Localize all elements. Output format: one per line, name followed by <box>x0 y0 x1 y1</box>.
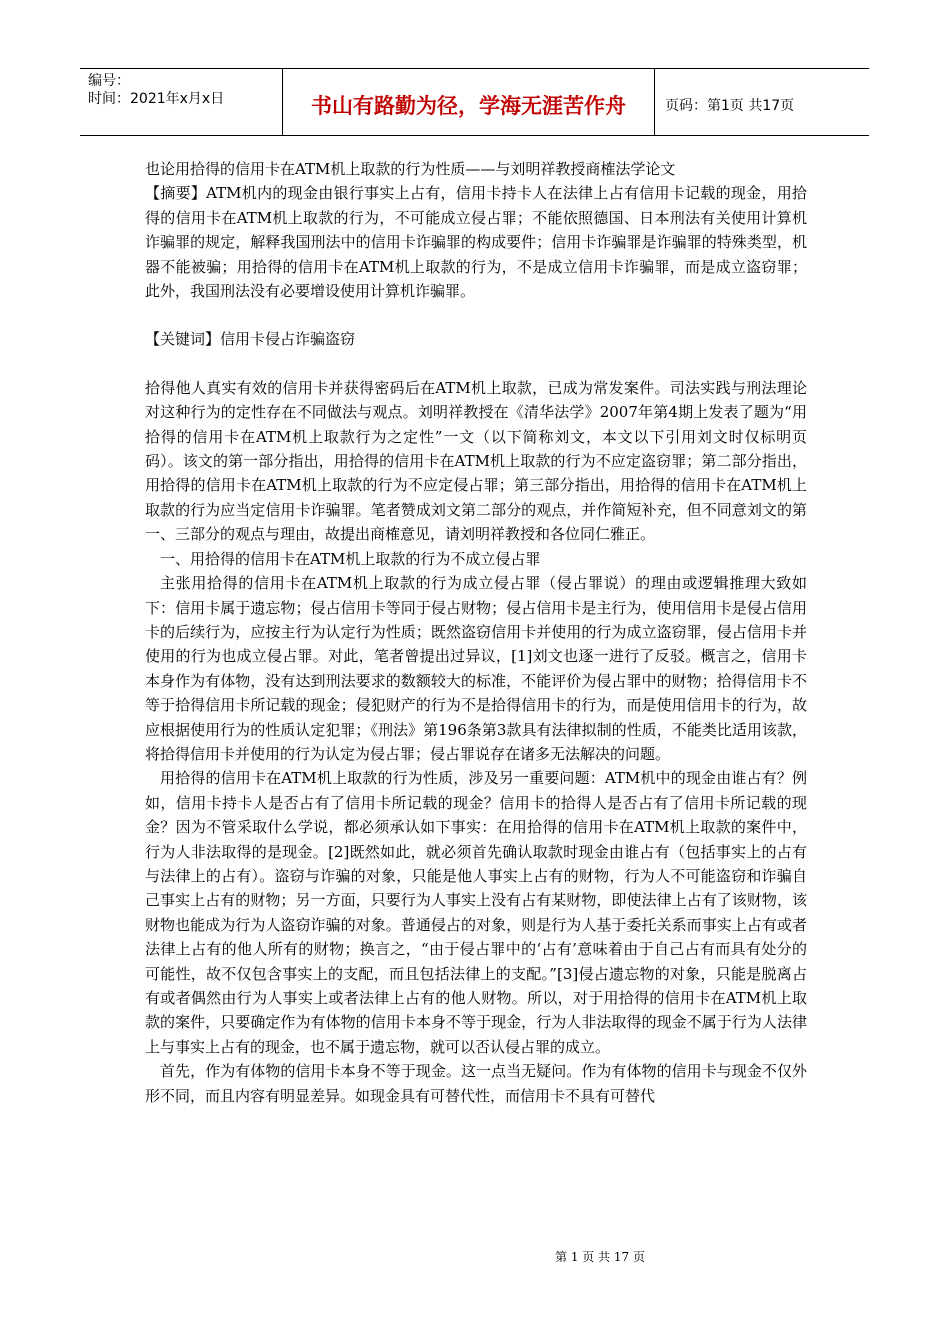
spacer <box>145 352 807 376</box>
document-body <box>145 157 807 1108</box>
header-table <box>80 68 869 136</box>
page-footer <box>0 1248 950 1265</box>
intro-paragraph: 拾得他人真实有效的信用卡并获得密码后在ATM机上取款，已成为常发案件。司法实践与刑法理论对这种行为的定性存在不同做法与观点。刘明祥教授在《清华法学》2007年第4期上发表了题为“用拾得的信用卡在ATM机上取款行为之定性”一文（以下简称刘文，本文以下引用刘文时仅标明页码）。该文的第一部分指出，用拾得的信用卡在ATM机上取款的行为不应定盗窃罪；第二部分指出，用拾得的信用卡在ATM机上取款的行为不应定侵占罪；第三部分指出，用拾得的信用卡在ATM机上取款的行为应当定信用卡诈骗罪。笔者赞成刘文第二部分的观点，并作简短补充，但不同意刘文的第一、三部分的观点与理由，故提出商榷意见，请刘明祥教授和各位同仁雅正。 <box>145 378 807 544</box>
date-label: 时间：2021年x月x日 <box>88 91 225 107</box>
motto-text: 书山有路勤为径，学海无涯苦作舟 <box>311 94 626 118</box>
body-paragraph: 用拾得的信用卡在ATM机上取款的行为性质，涉及另一重要问题：ATM机中的现金由谁占有？例如，信用卡持卡人是否占有了信用卡所记载的现金？信用卡的拾得人是否占有了信用卡所记载的现金？因为不管采取什么学说，都必须承认如下事实：在用拾得的信用卡在ATM机上取款的案件中，行为人非法取得的是现金。[2]既然如此，就必须首先确认取款时现金由谁占有（包括事实上的占有与法律上的占有）。盗窃与诈骗的对象，只能是他人事实上占有的财物，行为人不可能盗窃和诈骗自己事实上占有的财物；另一方面，只要行为人事实上没有占有某财物，即使法律上占有了该财物，该财物也能成为行为人盗窃诈骗的对象。普通侵占的对象，则是行为人基于委托关系而事实上占有或者法律上占有的他人所有的财物；换言之，“由于侵占罪中的‘占有’意味着由于自己占有而具有处分的可能性，故不仅包含事实上的支配，而且包括法律上的支配。”[3]侵占遗忘物的对象，只能是脱离占有或者偶然由行为人事实上或者法律上占有的他人财物。所以，对于用拾得的信用卡在ATM机上取款的案件，只要确定作为有体物的信用卡本身不等于现金，行为人非法取得的现金不属于行为人法律上与事实上占有的现金，也不属于遗忘物，就可以否认侵占罪的成立。 <box>145 769 807 1056</box>
number-label: 编号： <box>88 73 130 89</box>
body-paragraph: 首先，作为有体物的信用卡本身不等于现金。这一点当无疑问。作为有体物的信用卡与现金不仅外形不同，而且内容有明显差异。如现金具有可替代性，而信用卡不具有可替代 <box>145 1062 807 1105</box>
section-heading: 一、用拾得的信用卡在ATM机上取款的行为不成立侵占罪 <box>160 549 541 568</box>
header-meta-cell <box>80 69 283 135</box>
body-paragraph: 主张用拾得的信用卡在ATM机上取款的行为成立侵占罪（侵占罪说）的理由或逻辑推理大致如下：信用卡属于遗忘物；侵占信用卡等同于侵占财物；侵占信用卡是主行为，使用信用卡是侵占信用卡的后续行为，应按主行为认定行为性质；既然盗窃信用卡并使用的行为成立盗窃罪，侵占信用卡并使用的行为也成立侵占罪。对此，笔者曾提出过异议，[1]刘文也逐一进行了反驳。概言之，信用卡本身作为有体物，没有达到刑法要求的数额较大的标准，不能评价为侵占罪中的财物；拾得信用卡不等于拾得信用卡所记载的现金；侵犯财产的行为不是拾得信用卡的行为，而是使用信用卡的行为，故应根据使用行为的性质认定犯罪；《刑法》第196条第3款具有法律拟制的性质，不能类比适用该款，将拾得信用卡并使用的行为认定为侵占罪；侵占罪说存在诸多无法解决的问题。 <box>145 574 807 763</box>
page-info-text: 页码：第1页 共17页 <box>665 98 795 114</box>
spacer <box>145 303 807 327</box>
document-title: 也论用拾得的信用卡在ATM机上取款的行为性质——与刘明祥教授商榷法学论文 <box>145 160 676 178</box>
motto-cell <box>283 69 655 135</box>
keywords-line: 【关键词】信用卡侵占诈骗盗窃 <box>145 330 356 349</box>
page-info-cell <box>655 69 869 135</box>
abstract-paragraph: 【摘要】ATM机内的现金由银行事实上占有，信用卡持卡人在法律上占有信用卡记载的现金，用拾得的信用卡在ATM机上取款的行为，不可能成立侵占罪；不能依照德国、日本刑法有关使用计算机诈骗罪的规定，解释我国刑法中的信用卡诈骗罪的构成要件；信用卡诈骗罪是诈骗罪的特殊类型，机器不能被骗；用拾得的信用卡在ATM机上取款的行为，不是成立信用卡诈骗罪，而是成立盗窃罪；此外，我国刑法没有必要增设使用计算机诈骗罪。 <box>145 184 807 301</box>
footer-page-number: 第 1 页 共 17 页 <box>555 1250 645 1264</box>
